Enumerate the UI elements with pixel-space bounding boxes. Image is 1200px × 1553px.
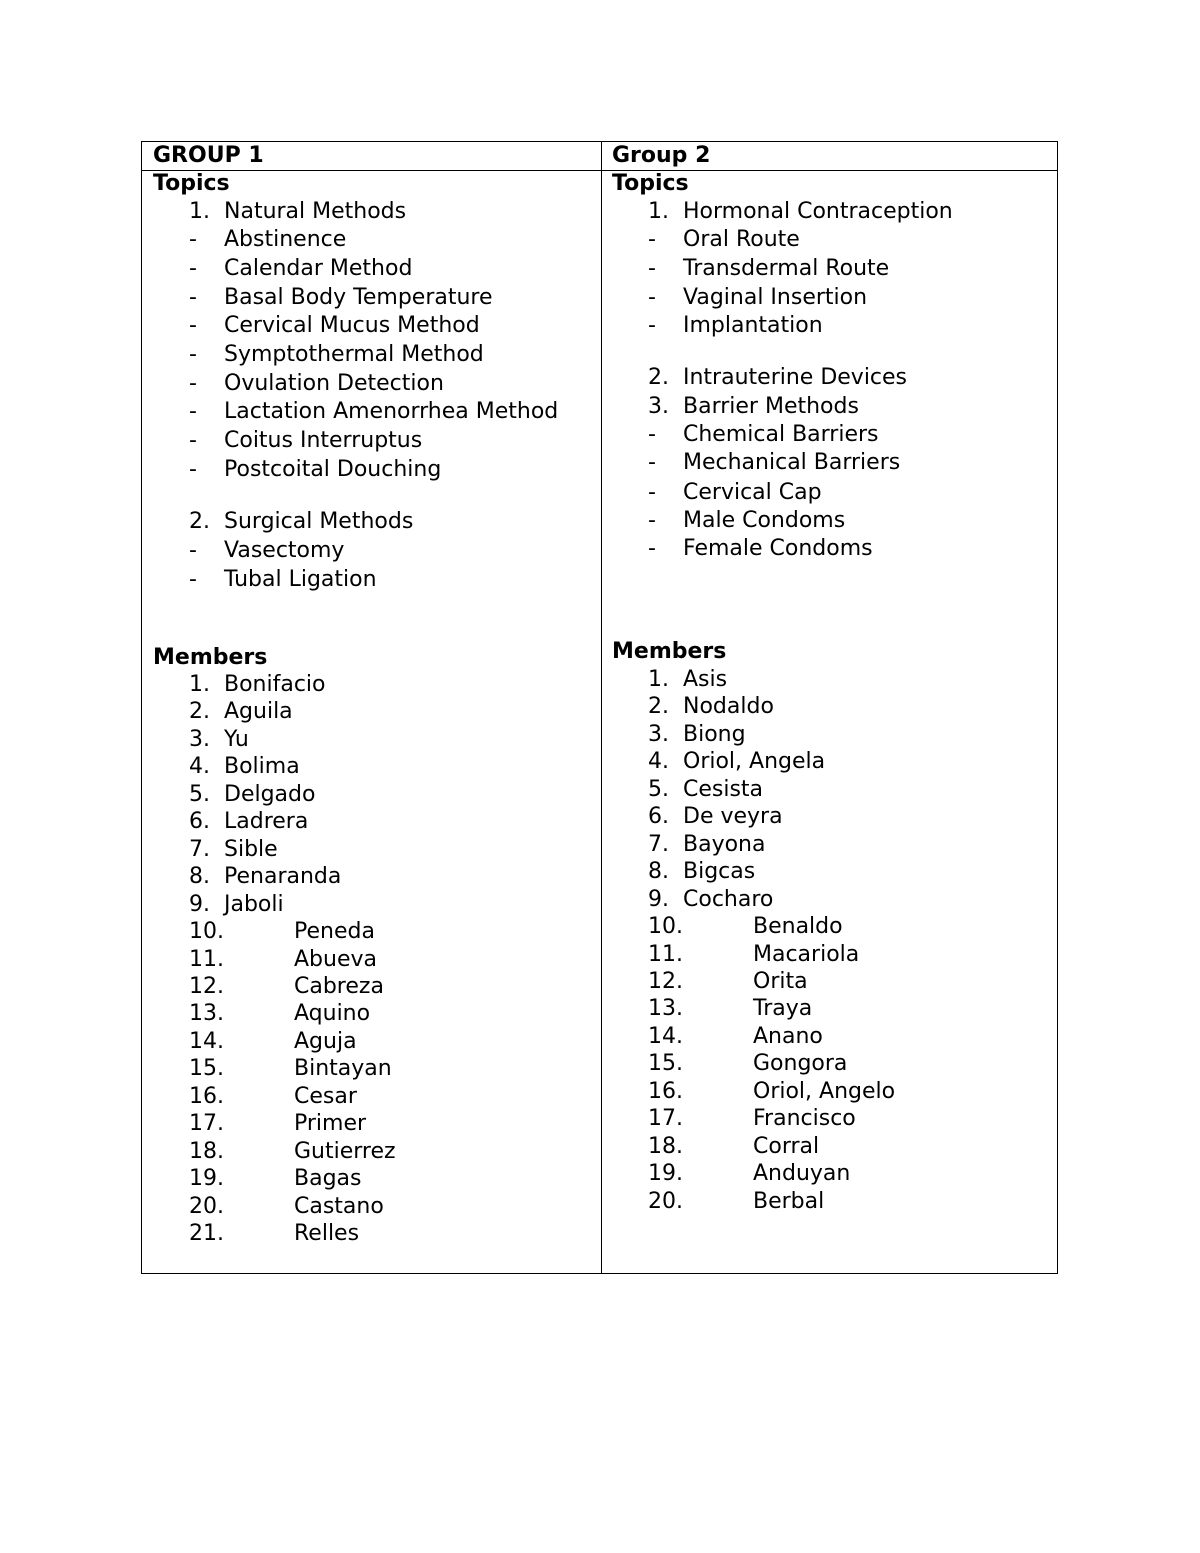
group1-topic1-item: Symptothermal Method <box>224 342 484 367</box>
group1-member-number: 13. <box>189 1001 224 1027</box>
bullet-dash: - <box>648 227 656 252</box>
group2-topic3-item: Female Condoms <box>683 536 873 561</box>
group2-member-number: 14. <box>648 1023 683 1049</box>
bullet-dash: - <box>189 371 197 396</box>
group1-topic1-item: Postcoital Douching <box>224 457 442 482</box>
column-divider <box>601 142 602 1273</box>
group1-member-name: Cesar <box>294 1083 357 1109</box>
bullet-dash: - <box>189 285 197 310</box>
group1-member-name: Bolima <box>224 754 300 780</box>
group2-topic1-title: Hormonal Contraception <box>683 199 953 224</box>
group2-member-number: 4. <box>648 749 669 775</box>
bullet-dash: - <box>189 342 197 367</box>
group1-topic2-title: Surgical Methods <box>224 509 414 534</box>
group1-topic1-number: 1. <box>189 199 210 224</box>
group1-member-name: Relles <box>294 1221 360 1246</box>
group2-member-name: Anduyan <box>753 1161 851 1187</box>
group1-member-number: 16. <box>189 1083 224 1109</box>
group1-member-number: 2. <box>189 699 210 725</box>
group2-member-name: Macariola <box>753 941 860 967</box>
group1-member-number: 9. <box>189 891 210 917</box>
bullet-dash: - <box>189 399 197 424</box>
group2-topic3-item: Male Condoms <box>683 508 846 533</box>
bullet-dash: - <box>189 313 197 338</box>
group1-member-number: 17. <box>189 1111 224 1137</box>
group1-header: GROUP 1 <box>153 143 264 168</box>
group1-topic1-item: Coitus Interruptus <box>224 428 423 453</box>
bullet-dash: - <box>189 256 197 281</box>
group1-member-number: 19. <box>189 1166 224 1192</box>
group2-topic3-number: 3. <box>648 394 669 419</box>
group1-member-name: Jaboli <box>224 891 284 917</box>
group2-member-number: 10. <box>648 914 683 940</box>
group2-member-name: Nodaldo <box>683 694 774 720</box>
group2-member-name: Oriol, Angelo <box>753 1078 896 1104</box>
group1-member-name: Peneda <box>294 919 375 945</box>
group1-member-number: 7. <box>189 836 210 862</box>
group1-member-number: 11. <box>189 946 224 972</box>
group1-member-name: Abueva <box>294 946 377 972</box>
group2-topic3-title: Barrier Methods <box>683 394 859 419</box>
group1-member-name: Aquino <box>294 1001 371 1027</box>
group1-member-name: Bonifacio <box>224 672 326 697</box>
group2-member-number: 16. <box>648 1078 683 1104</box>
group1-member-number: 5. <box>189 781 210 807</box>
group2-member-name: Bayona <box>683 831 766 857</box>
group2-member-name: Benaldo <box>753 914 843 940</box>
group1-topic1-item: Calendar Method <box>224 256 413 281</box>
group1-member-number: 21. <box>189 1221 224 1246</box>
group1-member-name: Bintayan <box>294 1056 392 1082</box>
group2-topic1-item: Vaginal Insertion <box>683 285 868 310</box>
group2-member-number: 19. <box>648 1161 683 1187</box>
groups-table <box>141 141 1058 1274</box>
group2-member-number: 1. <box>648 667 669 692</box>
group1-member-name: Ladrera <box>224 809 309 835</box>
group2-header: Group 2 <box>612 143 711 168</box>
group2-member-number: 7. <box>648 831 669 857</box>
group2-member-number: 20. <box>648 1188 683 1214</box>
bullet-dash: - <box>648 313 656 338</box>
group1-member-name: Sible <box>224 836 278 862</box>
group2-member-name: Cesista <box>683 776 764 802</box>
bullet-dash: - <box>648 256 656 281</box>
group2-member-number: 15. <box>648 1051 683 1077</box>
header-divider <box>142 170 1057 171</box>
group1-members-label: Members <box>153 645 268 670</box>
group1-topics-label: Topics <box>153 171 230 196</box>
bullet-dash: - <box>189 227 197 252</box>
group1-member-name: Castano <box>294 1193 384 1219</box>
group1-member-name: Primer <box>294 1111 367 1137</box>
group2-member-number: 6. <box>648 804 669 830</box>
group1-topic1-item: Cervical Mucus Method <box>224 313 480 338</box>
group2-member-name: Traya <box>753 996 813 1022</box>
group2-member-number: 12. <box>648 968 683 994</box>
group1-member-name: Penaranda <box>224 864 342 890</box>
group2-members-label: Members <box>612 639 727 664</box>
group1-member-name: Bagas <box>294 1166 362 1192</box>
bullet-dash: - <box>189 428 197 453</box>
bullet-dash: - <box>648 422 656 447</box>
group2-topic2-title: Intrauterine Devices <box>683 365 908 390</box>
group1-member-number: 4. <box>189 754 210 780</box>
group2-member-name: Francisco <box>753 1106 856 1132</box>
group2-topic3-item: Cervical Cap <box>683 480 822 505</box>
group1-member-number: 20. <box>189 1193 224 1219</box>
group2-topic1-item: Implantation <box>683 313 823 338</box>
group2-member-name: Anano <box>753 1023 823 1049</box>
group2-member-number: 11. <box>648 941 683 967</box>
group2-topic1-number: 1. <box>648 199 669 224</box>
group1-member-number: 18. <box>189 1138 224 1164</box>
group1-member-number: 3. <box>189 726 210 752</box>
group1-member-number: 10. <box>189 919 224 945</box>
bullet-dash: - <box>648 508 656 533</box>
group1-member-number: 8. <box>189 864 210 890</box>
group1-topic2-number: 2. <box>189 509 210 534</box>
group2-member-name: De veyra <box>683 804 783 830</box>
bullet-dash: - <box>189 538 197 563</box>
group2-topic3-item: Chemical Barriers <box>683 422 879 447</box>
group1-topic1-item: Ovulation Detection <box>224 371 444 396</box>
group1-member-number: 14. <box>189 1028 224 1054</box>
group2-topic3-item: Mechanical Barriers <box>683 450 901 475</box>
group2-member-name: Berbal <box>753 1188 825 1214</box>
group1-member-name: Aguja <box>294 1028 357 1054</box>
group2-member-name: Asis <box>683 667 728 692</box>
group2-member-name: Bigcas <box>683 859 756 885</box>
group2-topic1-item: Oral Route <box>683 227 800 252</box>
group2-member-number: 13. <box>648 996 683 1022</box>
group2-topic1-item: Transdermal Route <box>683 256 890 281</box>
group2-member-number: 17. <box>648 1106 683 1132</box>
bullet-dash: - <box>648 536 656 561</box>
group1-member-number: 15. <box>189 1056 224 1082</box>
group1-topic1-item: Basal Body Temperature <box>224 285 493 310</box>
group2-member-number: 2. <box>648 694 669 720</box>
group1-topic1-item: Lactation Amenorrhea Method <box>224 399 559 424</box>
group2-member-name: Orita <box>753 968 808 994</box>
group1-member-name: Yu <box>224 726 249 752</box>
group1-member-name: Gutierrez <box>294 1138 396 1164</box>
group2-member-name: Cocharo <box>683 886 774 912</box>
bullet-dash: - <box>189 457 197 482</box>
group1-member-number: 12. <box>189 973 224 999</box>
group1-member-number: 1. <box>189 672 210 697</box>
group1-member-name: Delgado <box>224 781 316 807</box>
group1-topic2-item: Vasectomy <box>224 538 345 563</box>
group2-topic2-number: 2. <box>648 365 669 390</box>
bullet-dash: - <box>648 450 656 475</box>
group2-member-number: 3. <box>648 721 669 747</box>
group2-member-number: 8. <box>648 859 669 885</box>
group1-member-name: Cabreza <box>294 973 384 999</box>
bullet-dash: - <box>648 285 656 310</box>
group2-member-number: 9. <box>648 886 669 912</box>
group1-topic1-title: Natural Methods <box>224 199 407 224</box>
group2-member-name: Oriol, Angela <box>683 749 826 775</box>
group1-member-number: 6. <box>189 809 210 835</box>
bullet-dash: - <box>189 567 197 592</box>
group2-topics-label: Topics <box>612 171 689 196</box>
group2-member-number: 18. <box>648 1133 683 1159</box>
group1-topic2-item: Tubal Ligation <box>224 567 377 592</box>
bullet-dash: - <box>648 480 656 505</box>
group1-member-name: Aguila <box>224 699 293 725</box>
group2-member-name: Gongora <box>753 1051 848 1077</box>
group2-member-number: 5. <box>648 776 669 802</box>
group2-member-name: Biong <box>683 721 746 747</box>
group2-member-name: Corral <box>753 1133 820 1159</box>
group1-topic1-item: Abstinence <box>224 227 347 252</box>
